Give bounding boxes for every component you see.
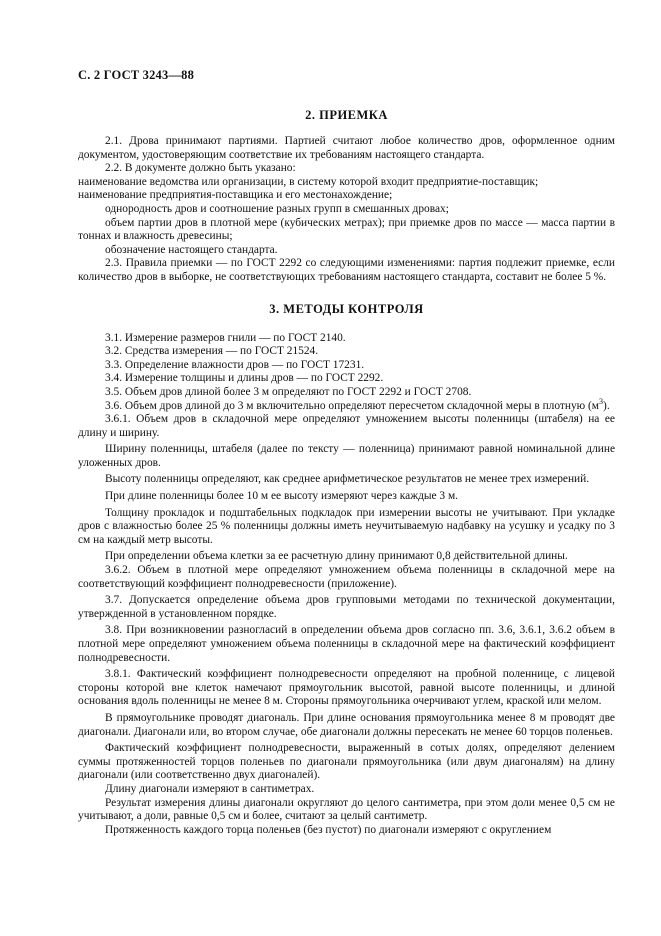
paragraph-3-7: 3.7. Допускается определение объема дров групповыми методами по технической документации, утвержденной в установленном порядке. (78, 594, 615, 620)
list-item: наименование предприятия-поставщика и его местонахождение; (78, 189, 393, 202)
section-2-title: 2. ПРИЕМКА (305, 108, 388, 122)
paragraph-3-8: 3.8. При возникновении разногласий в определении объема дров согласно пп. 3.6, 3.6.1, 3.6.2 объем в плотной мере определяют умножением объема поленницы в складочной мере на фактический коэффициент полнодревесности. (78, 624, 615, 664)
paragraph-3-6-1: 3.6.1. Объем дров в складочной мере определяют умножением высоты поленницы (штабеля) на ее длину и ширину. (78, 413, 615, 439)
paragraph-2-2: 2.2. В документе должно быть указано: (105, 162, 296, 175)
paragraph-2-3: 2.3. Правила приемки — по ГОСТ 2292 со следующими изменениями: партия подлежит приемке, если количество дров в выборке, не соответствующих требованиям настоящего стандарта, составит не более 5 %. (78, 257, 615, 283)
paragraph: Ширину поленницы, штабеля (далее по тексту — поленница) принимают равной номинальной длине уложенных дров. (78, 443, 615, 469)
list-item: объем партии дров в плотной мере (кубических метрах); при приемке дров по массе — масса партии в тоннах и влажность древесины; (78, 216, 615, 243)
section-3-title: 3. МЕТОДЫ КОНТРОЛЯ (269, 301, 424, 316)
paragraph: При длине поленницы более 10 м ее высоту измеряют через каждые 3 м. (105, 490, 459, 503)
paragraph: Толщину прокладок и подштабельных подкладок при измерении высоты не учитывают. При укладке дров с влажностью более 25 % поленницы должны иметь неучитываемую надбавку на усушку и усадку по 3 см на каждый метр высоты. (78, 506, 615, 546)
paragraph-3-6-2: 3.6.2. Объем в плотной мере определяют умножением объема поленницы в складочной мере на соответствующий коэффициент полнодревесности (приложение). (78, 564, 615, 590)
paragraph: Длину диагонали измеряют в сантиметрах. (105, 782, 315, 795)
list-item: однородность дров и соотношение разных групп в смешанных дровах; (105, 202, 449, 215)
paragraph-3-6-end: ). (603, 399, 610, 412)
list-item: наименование ведомства или организации, в систему которой входит предприятие-поставщик; (78, 175, 539, 188)
paragraph: Протяженность каждого торца поленьев (без пустот) по диагонали измеряют с округлением (105, 823, 552, 836)
paragraph-2-1: 2.1. Дрова принимают партиями. Партией считают любое количество дров, оформленное одним документом, удостоверяющим соответствие их требованиям настоящего стандарта. (78, 135, 615, 161)
page-header: С. 2 ГОСТ 3243—88 (78, 68, 195, 82)
paragraph-3-3: 3.3. Определение влажности дров — по ГОСТ 17231. (105, 358, 365, 371)
paragraph: Результат измерения длины диагонали округляют до целого сантиметра, при этом доли менее 0,5 см не учитывают, а доли, равные 0,5 см и более, считают за целый сантиметр. (78, 796, 615, 823)
paragraph: При определении объема клетки за ее расчетную длину принимают 0,8 действительной длины. (105, 550, 568, 563)
paragraph-3-6 (78, 396, 615, 414)
paragraph-3-5: 3.5. Объем дров длиной более 3 м определяют по ГОСТ 2292 и ГОСТ 2708. (105, 385, 472, 398)
paragraph-3-8-1: 3.8.1. Фактический коэффициент полнодревесности определяют на пробной поленнице, с лицевой стороны которой вне клеток намечают прямоугольник высотой, равной высоте поленницы, и длиной основания вдоль поленницы не менее 8 м. Стороны прямоугольника очерчивают углем, краской или мелом. (78, 668, 615, 708)
cubic-superscript: 3 (599, 396, 604, 406)
paragraph: В прямоугольнике проводят диагональ. При длине основания прямоугольника менее 8 м проводят две диагонали. Диагонали или, во втором случае, обе диагонали должны пересекать не менее 60 торцов поленьев. (78, 711, 615, 738)
paragraph-3-6-text: 3.6. Объем дров длиной до 3 м включительно определяют пересчетом складочной меры в плотную (м (105, 399, 600, 412)
paragraph-3-2: 3.2. Средства измерения — по ГОСТ 21524. (105, 345, 319, 358)
paragraph-3-1: 3.1. Измерение размеров гнили — по ГОСТ 2140. (105, 331, 346, 344)
paragraph: Фактический коэффициент полнодревесности, выраженный в сотых долях, определяют делением суммы протяженностей торцов поленьев по диагонали прямоугольника (или двум диагоналям) на длину диагонали (или соответственно двух диагоналей). (78, 742, 615, 782)
paragraph-3-4: 3.4. Измерение толщины и длины дров — по ГОСТ 2292. (105, 372, 384, 385)
paragraph: Высоту поленницы определяют, как среднее арифметическое результатов не менее трех измерений. (105, 473, 590, 486)
list-item: обозначение настоящего стандарта. (105, 243, 278, 256)
